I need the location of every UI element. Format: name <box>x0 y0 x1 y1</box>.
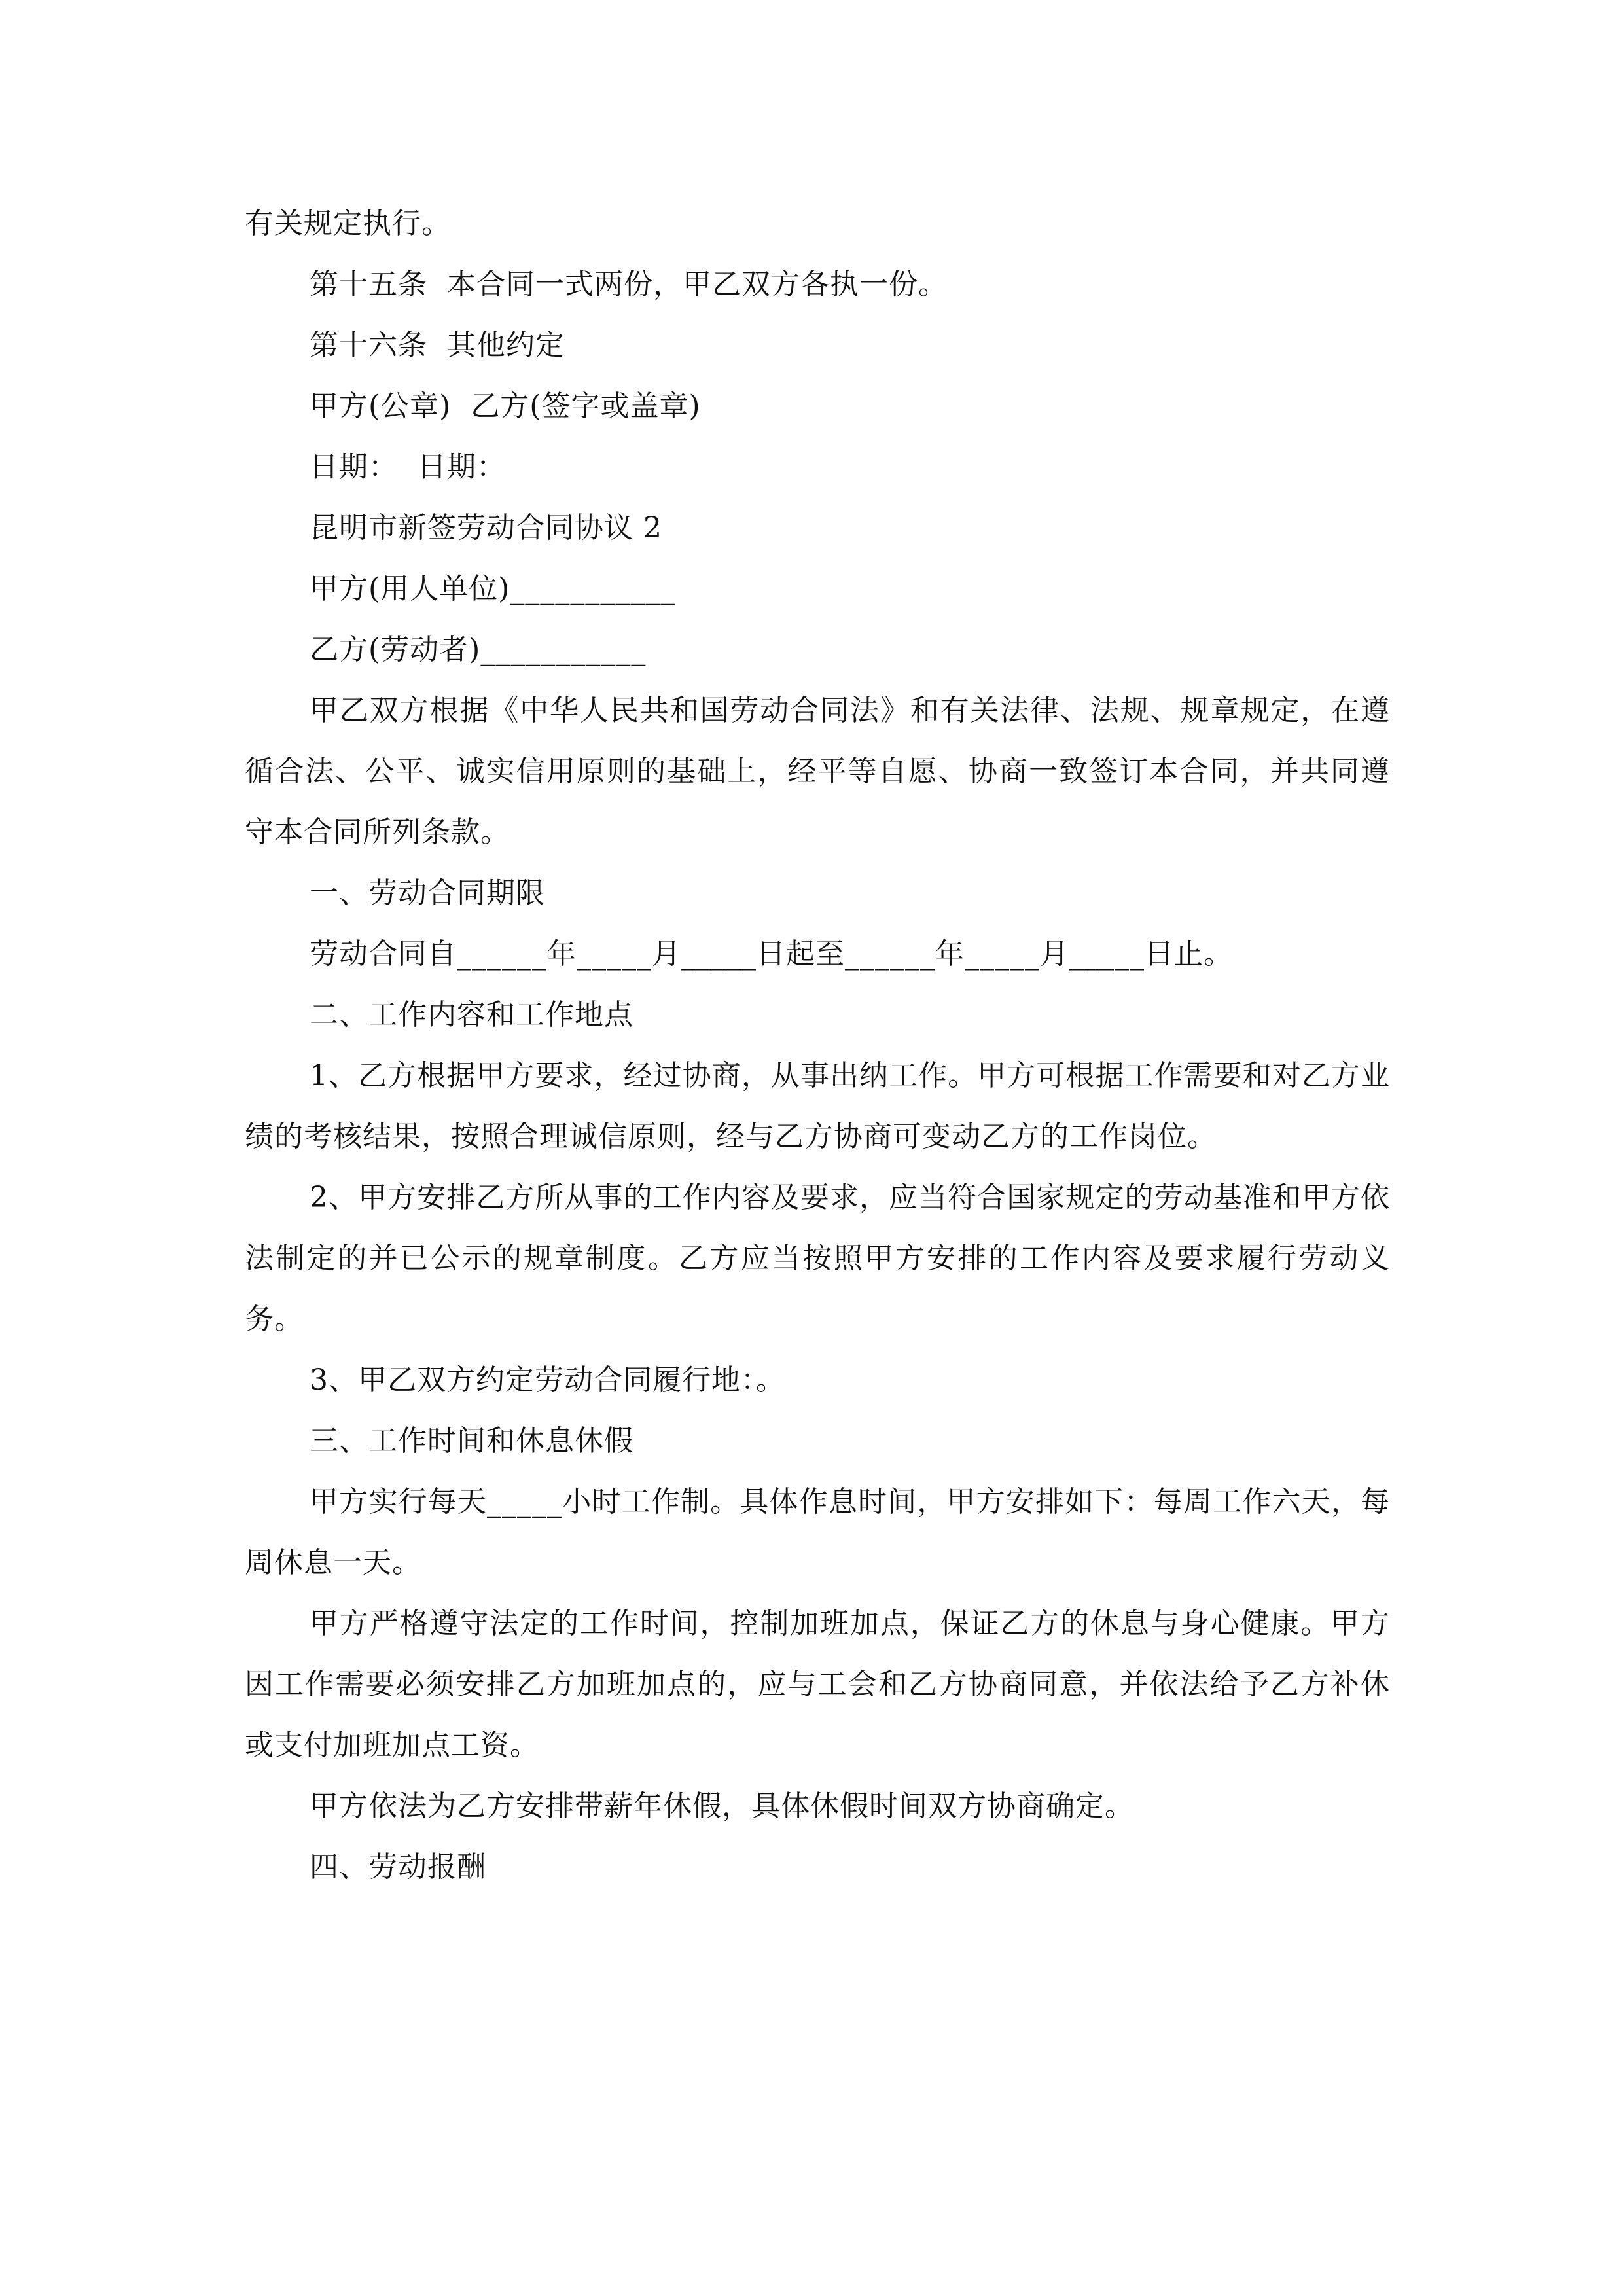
clause: 甲方依法为乙方安排带薪年休假，具体休假时间双方协商确定。 <box>310 1789 1134 1823</box>
party-b-field: 乙方(劳动者)___________ <box>310 633 647 666</box>
clause: 甲方严格遵守法定的工作时间，控制加班加点，保证乙方的休息与身心健康。甲方因工作需要必须安排乙方加班加点的，应与工会和乙方协商同意，并依法给予乙方补休或支付加班加点工资。 <box>245 1607 1390 1762</box>
party-a-field: 甲方(用人单位)___________ <box>310 572 676 605</box>
clause: 2、甲方安排乙方所从事的工作内容及要求，应当符合国家规定的劳动基准和甲方依法制定的并已公示的规章制度。乙方应当按照甲方安排的工作内容及要求履行劳动义务。 <box>245 1181 1390 1336</box>
clause: 甲方实行每天_____小时工作制。具体作息时间，甲方安排如下：每周工作六天，每周休息一天。 <box>245 1485 1390 1579</box>
signature-line: 甲方(公章) 乙方(签字或盖章) <box>310 389 701 423</box>
section-heading: 二、工作内容和工作地点 <box>310 998 633 1031</box>
clause: 3、甲乙双方约定劳动合同履行地：。 <box>310 1363 785 1397</box>
contract-term: 劳动合同自______年_____月_____日起至______年_____月_____日止。 <box>310 937 1233 971</box>
paragraph: 有关规定执行。 <box>245 207 451 240</box>
article-16: 第十六条 其他约定 <box>310 329 565 362</box>
section-heading: 一、劳动合同期限 <box>310 876 545 910</box>
preamble: 甲乙双方根据《中华人民共和国劳动合同法》和有关法律、法规、规章规定，在遵循合法、公平、诚实信用原则的基础上，经平等自愿、协商一致签订本合同，并共同遵守本合同所列条款。 <box>245 694 1390 849</box>
document-title: 昆明市新签劳动合同协议 2 <box>310 511 662 545</box>
document-body <box>245 193 1390 1897</box>
section-heading: 四、劳动报酬 <box>310 1850 486 1884</box>
date-line: 日期： 日期： <box>310 450 506 484</box>
clause: 1、乙方根据甲方要求，经过协商，从事出纳工作。甲方可根据工作需要和对乙方业绩的考核结果，按照合理诚信原则，经与乙方协商可变动乙方的工作岗位。 <box>245 1059 1390 1153</box>
article-15: 第十五条 本合同一式两份，甲乙双方各执一份。 <box>310 268 948 301</box>
section-heading: 三、工作时间和休息休假 <box>310 1424 633 1458</box>
